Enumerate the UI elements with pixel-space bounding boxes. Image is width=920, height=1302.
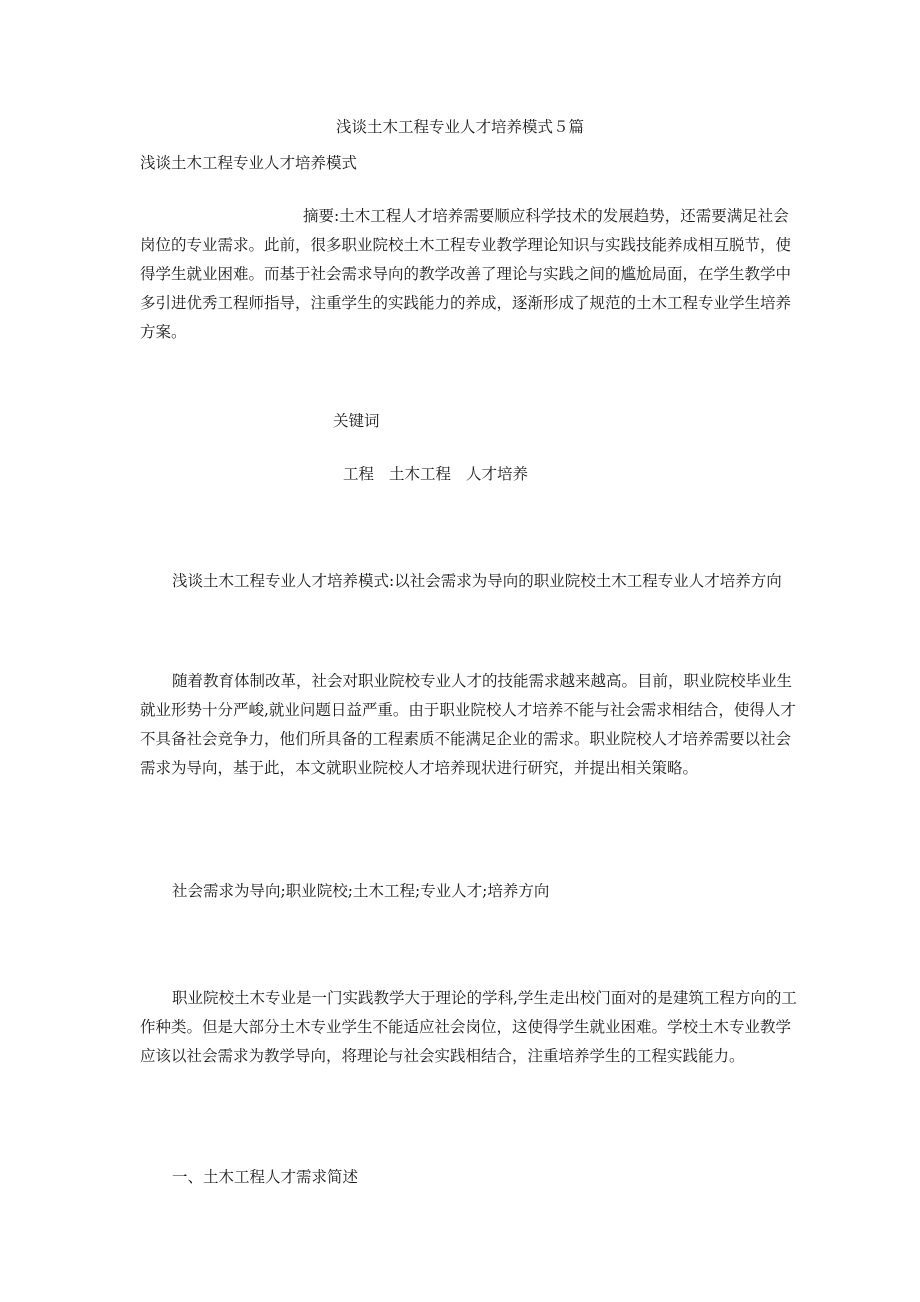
- keyword-item: 土木工程: [389, 465, 452, 483]
- keyword-item: 工程: [343, 465, 375, 483]
- abstract-paragraph: [140, 202, 800, 347]
- intro-paragraph: 随着教育体制改革，社会对职业院校专业人才的技能需求越来越高。目前，职业院校毕业生就业形势十分严峻,就业问题日益严重。由于职业院校人才培养不能与社会需求相结合，使得人才不具备社会竞争力，他们所具备的工程素质不能满足企业的需求。职业院校人才培养需要以社会需求为导向，基于此，本文就职业院校人才培养现状进行研究，并提出相关策略。: [140, 672, 796, 777]
- body-paragraph: 职业院校土木专业是一门实践教学大于理论的学科,学生走出校门面对的是建筑工程方向的工作种类。但是大部分土木专业学生不能适应社会岗位，这使得学生就业困难。学校土木专业教学应该以社会需求为教学导向，将理论与社会实践相结合，注重培养学生的工程实践能力。: [140, 989, 797, 1065]
- keywords-heading: 关键词: [333, 412, 380, 430]
- section-heading: 一、土木工程人才需求简述: [172, 1168, 359, 1186]
- keyword-item: 人才培养: [466, 465, 529, 483]
- document-subtitle: 浅谈土木工程专业人才培养模式: [140, 154, 358, 172]
- keywords-line: 社会需求为导向;职业院校;土木工程;专业人才;培养方向: [172, 882, 550, 900]
- keywords-list: [343, 460, 543, 489]
- abstract-label: 摘要:: [303, 207, 340, 225]
- abstract-text: 土木工程人才培养需要顺应科学技术的发展趋势，还需要满足社会岗位的专业需求。此前，很多职业院校土木工程专业教学理论知识与实践技能养成相互脱节，使得学生就业困难。而基于社会需求导向的教学改善了理论与实践之间的尴尬局面，在学生教学中多引进优秀工程师指导，注重学生的实践能力的养成，逐渐形成了规范的土木工程专业学生培养方案。: [140, 207, 792, 341]
- document-title: 浅谈土木工程专业人才培养模式５篇: [335, 118, 584, 136]
- article-heading: 浅谈土木工程专业人才培养模式:以社会需求为导向的职业院校土木工程专业人才培养方向: [172, 572, 782, 590]
